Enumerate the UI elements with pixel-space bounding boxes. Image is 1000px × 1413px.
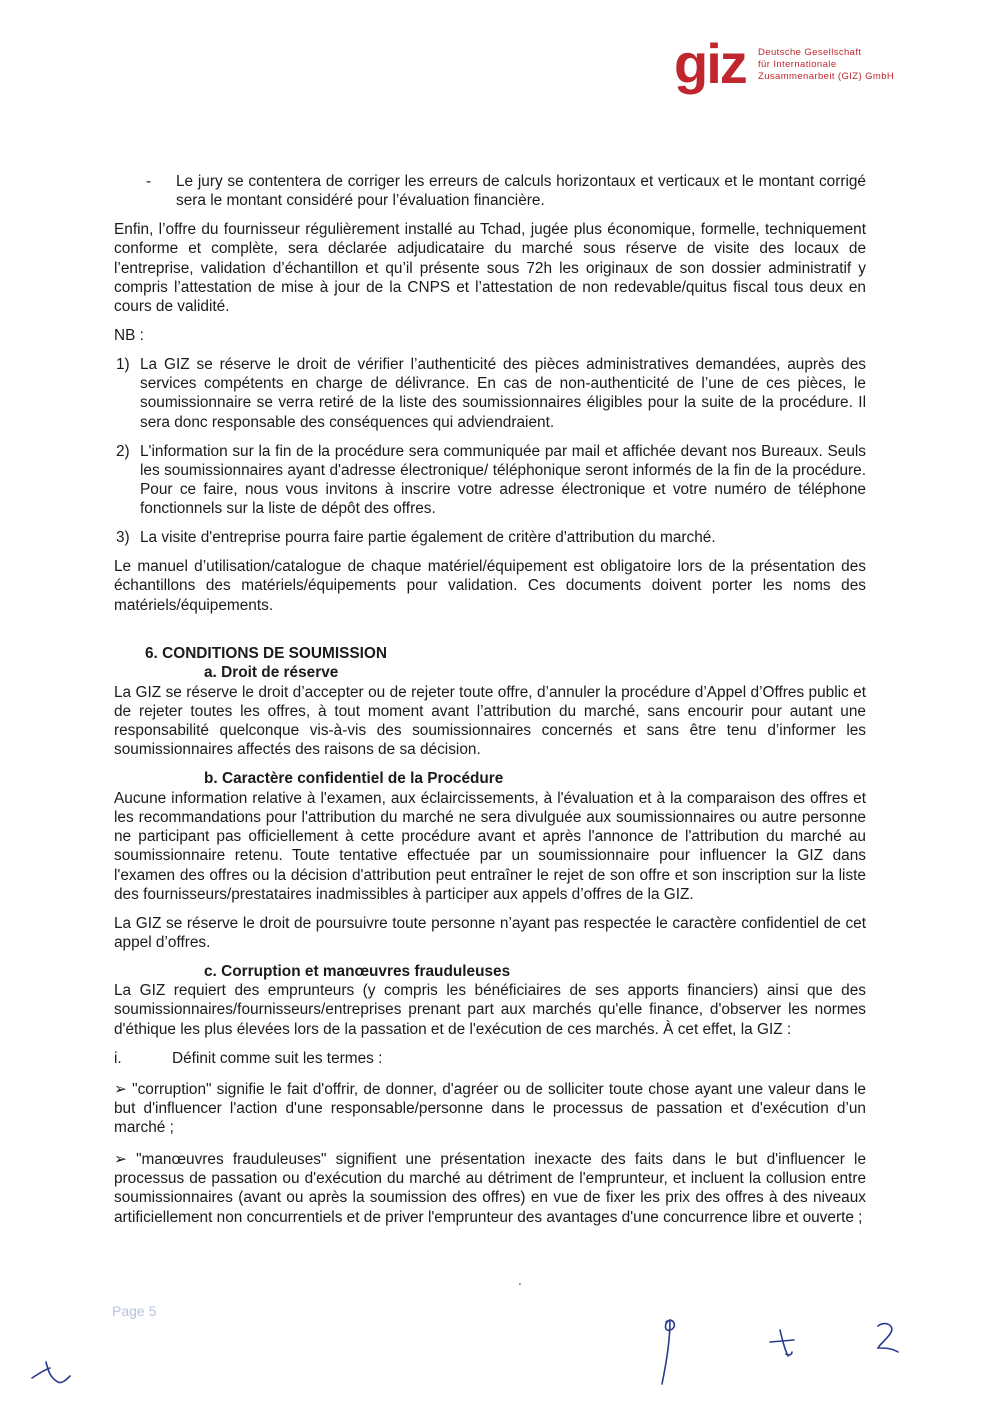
handwritten-initial-left — [28, 1352, 78, 1388]
nb-item-text: L'information sur la fin de la procédure sera communiquée par mail et affichée devant nos Bureaux. Seuls les soumissionnaires ayant d'adresse électronique/ téléphonique seront informés de la fin de la procédure. Pour ce faire, nous vous invitons à inscrire votre adresse électronique et votre numéro de téléphone fonctionnels sur la liste de dépôt des offres. — [140, 442, 866, 518]
definition-manoeuvres-frauduleuses: ➢ "manœuvres frauduleuses" signifient une présentation inexacte des faits dans le but d'influencer le processus de passation ou d'exécution du marché au détriment de l'emprunteur, et incluent la collusion entre soumissionnaires (avant ou après la soumission des offres) en vue de fixer les prix des offres à des niveaux artificiellement non concurrentiels et de priver l'emprunteur des avantages d'une concurrence libre et ouverte ; — [114, 1150, 866, 1226]
paragraph-manuel: Le manuel d’utilisation/catalogue de chaque matériel/équipement est obligatoire lors de la présentation des échantillons des matériels/équipements pour validation. Ces documents doivent porter les noms des matériels/équipements. — [114, 558, 866, 614]
paragraph-enfin: Enfin, l’offre du fournisseur régulièrement installé au Tchad, jugée plus économique, formelle, techniquement conforme et complète, sera déclarée adjudicataire du marché sous réserve de visite des locaux de l’entreprise, validation d’échantillon et qu’il présente sous 72h les originaux de son dossier administratif y compris l’attestation de mise à jour de la CNPS et l’attestation de non redevable/quitus fiscal tous deux en cours de validité. — [114, 221, 866, 316]
dash-item-text: Le jury se contentera de corriger les erreurs de calculs horizontaux et verticaux et le montant corrigé sera le montant considéré pour l’évaluation financière. — [176, 173, 866, 210]
logo-line-1: Deutsche Gesellschaft — [758, 47, 862, 58]
subsection-a-text: La GIZ se réserve le droit d’accepter ou de rejeter toute offre, d’annuler la procédure d’Appel d’Offres public et de rejeter toutes les offres, à tout moment avant l’attribution du marché, sans encourir pour autant une responsabilité quelconque vis-à-vis des soumissionnaires concernés et sans être tenu d’informer les soumissionnaires affectés des raisons de sa décision. — [114, 683, 866, 759]
roman-item-text: Définit comme suit les termes : — [172, 1049, 383, 1067]
nb-item-marker: 2) — [116, 442, 130, 460]
roman-marker: i. — [114, 1049, 122, 1067]
page-number: Page 5 — [112, 1303, 157, 1319]
handwritten-initial-center — [648, 1312, 688, 1392]
document-body — [114, 172, 866, 1239]
nb-label: NB : — [114, 327, 144, 345]
definition-corruption: ➢ "corruption" signifie le fait d'offrir, de donner, d'agréer ou de solliciter toute chose ayant une valeur dans le but d'influencer l'action d'une responsable/personne dans le processus de passation et d'exécution d’un marché ; — [114, 1080, 866, 1137]
nb-item-1 — [116, 355, 866, 432]
nb-item-marker: 3) — [116, 529, 130, 547]
logo-line-2: für Internationale — [758, 59, 837, 70]
roman-list-item — [114, 1049, 866, 1068]
subsection-b-text-1: Aucune information relative à l'examen, aux éclaircissements, à l'évaluation et à la comparaison des offres et les recommandations pour l'attribution du marché ne sera divulguée aux soumissionnaires ou autre personne ne participant pas officiellement à cette procédure avant et après l'annonce de l'attribution du marché au soumissionnaire retenu. Toute tentative effectuée par un soumissionnaire pour influencer la GIZ dans l'examen des offres ou la décision d'attribution peut entraîner le rejet de son offre et son inscription sur la liste des fournisseurs/prestataires inadmissibles à participer aux appels d’offres de la GIZ. — [114, 789, 866, 903]
subsection-a-heading: a. Droit de réserve — [204, 664, 339, 682]
subsection-b-text-2: La GIZ se réserve le droit de poursuivre toute personne n’ayant pas respectée le caractère confidentiel de cet appel d’offres. — [114, 914, 866, 952]
giz-logo-text — [758, 47, 894, 83]
subsection-c-text: La GIZ requiert des emprunteurs (y compris les bénéficiaires de ses apports financiers) ainsi que des soumissionnaires/fournisseurs/entreprises prenant part aux marchés qu'elle finance, d'observer les normes d'éthique les plus élevées lors de la passation et de l'exécution de ces marchés. À cet effet, la GIZ : — [114, 982, 866, 1038]
section-6-heading: 6. CONDITIONS DE SOUMISSION — [145, 644, 388, 662]
giz-logo — [674, 32, 914, 106]
handwritten-initial-cross — [764, 1326, 800, 1360]
subsection-c-heading: c. Corruption et manœuvres frauduleuses — [204, 962, 511, 980]
giz-logo-mark: giz — [674, 32, 746, 95]
logo-line-3: Zusammenarbeit (GIZ) GmbH — [758, 71, 895, 82]
nb-item-3 — [116, 528, 866, 547]
nb-item-text: La GIZ se réserve le droit de vérifier l’authenticité des pièces administratives demandées, auprès des services compétents en charge de délivrance. En cas de non-authenticité de l’une de ces pièces, le soumissionnaire se verra retiré de la liste des soumissionnaires éligibles pour la suite de la procédure. Il sera donc responsable des conséquences qui adviendraient. — [140, 355, 866, 431]
dash-list-item — [146, 172, 866, 211]
stray-dot: . — [518, 1272, 522, 1288]
nb-item-text: La visite d'entreprise pourra faire partie également de critère d'attribution du marché. — [140, 529, 716, 547]
subsection-b-heading: b. Caractère confidentiel de la Procédure — [204, 770, 504, 788]
nb-item-2 — [116, 442, 866, 519]
handwritten-initial-right — [868, 1318, 908, 1358]
nb-item-marker: 1) — [116, 355, 130, 373]
dash-marker: - — [146, 173, 152, 190]
